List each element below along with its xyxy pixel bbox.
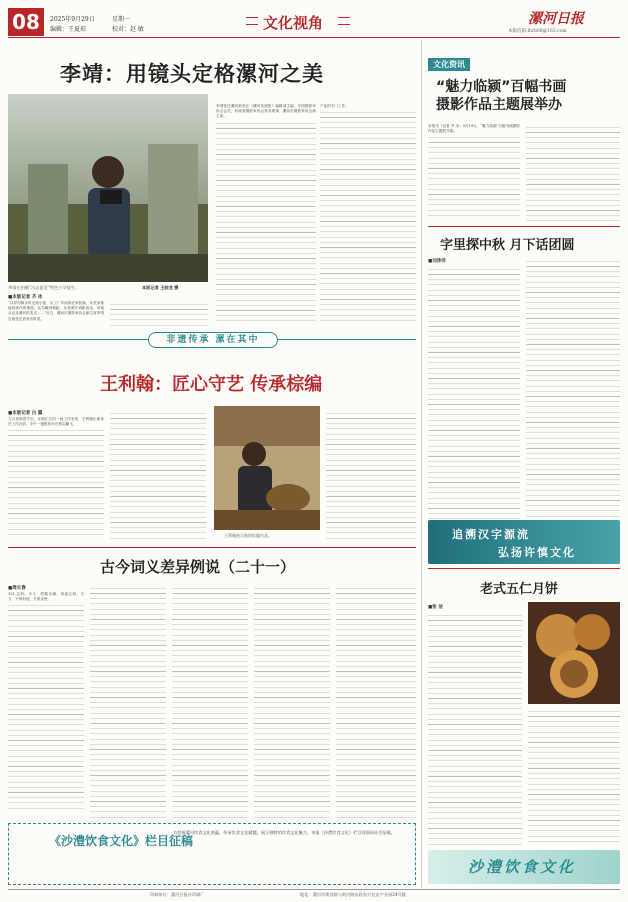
- xushen-ad-line1: 追溯汉字源流: [452, 528, 530, 541]
- xushen-ad-line2: 弘扬许慎文化: [498, 546, 576, 559]
- photo-lijing-art: [8, 94, 208, 282]
- article-headline-mooncake: 老式五仁月饼: [480, 582, 559, 597]
- body-classic-col2: [90, 585, 166, 820]
- article-headline-moon: 字里探中秋 月下话团圆: [440, 238, 575, 253]
- photo-lijing: [8, 94, 208, 282]
- body-wang-col1: [8, 417, 104, 542]
- byline-moon: ■刘净洋: [428, 259, 446, 264]
- column-ad-text: 为挖掘漯河饮食文化底蕴，传承饮食文化精髓，展示独特的饮食文化魅力，本报《沙澧饮食文化》栏目现面向社会征稿。: [173, 830, 395, 835]
- byline-lijing: ■本版记者 齐 冰: [8, 295, 43, 300]
- footer-address: 地址：漯河市黄河路与黄河路东段东兴长安产业园24号楼: [300, 892, 406, 897]
- body-exhibit-col1: [428, 124, 520, 222]
- body-wang-col3: [326, 410, 416, 542]
- article-headline-classic: 古今词义差异例说（二十一）: [100, 558, 296, 576]
- body-lijing-col3-lead: 产业的专门工作。: [320, 104, 349, 108]
- xushen-ad: [428, 520, 620, 564]
- page-header: [8, 8, 620, 38]
- shali-food-title: 沙澧饮食文化: [468, 858, 577, 876]
- photo-mooncake-art: [528, 602, 620, 704]
- photo-wang: [214, 406, 320, 530]
- section-title: 文化视角: [263, 14, 324, 32]
- column-ad-title: 《沙澧饮食文化》栏目征稿: [49, 834, 194, 848]
- section-ornament: [338, 17, 350, 25]
- article-headline-lijing: 李靖：用镜头定格漯河之美: [60, 62, 324, 86]
- proofreader: 校对：赵 敏: [112, 26, 144, 33]
- text-lines: [8, 602, 84, 812]
- article-headline-exhibit-2: 摄影作品主题展举办: [436, 97, 562, 113]
- photo-mooncake: [528, 602, 620, 704]
- body-wang-intro: 九月初秋的午后，在源汇区的一间工作室里，王利翰正俯身在工作台前，手中一根根棕叶在指尖翻飞。: [8, 417, 104, 427]
- text-lines: [8, 427, 104, 537]
- article-headline-exhibit-1: “魅力临颍”百幅书画: [436, 79, 567, 95]
- body-classic-col3: [172, 585, 248, 820]
- body-lijing-col3: [320, 104, 416, 326]
- body-lijing-col2-lead: 李靖曾任漯河新发社《漯河发展报》编辑部主编，中国摄影家协会会员，河南省摄影家协会常务理事，漯河市摄影家协会副主席。: [216, 104, 316, 119]
- footer-printer: 印刷单位：漯河日报社印刷厂: [150, 892, 205, 897]
- photo-caption-wang: 王利翰展示他的棕编作品。: [224, 533, 272, 538]
- issue-date: 2025年9月29日: [50, 16, 95, 23]
- section-divider: [428, 568, 620, 569]
- body-lijing-intro: “从岸河唯乐时光到小巷，从工厂车间到农家院落，从荒凉基地到现代的街道，从鸟瞰到微距，从老照片到新表达，用镜头记录漯河的变迁……”近日，漯河市摄影家协会副主席李靖在接受记者采访时说。: [8, 301, 104, 321]
- editor: 编辑：王夏琼: [50, 26, 87, 33]
- section-divider: [8, 547, 416, 548]
- body-moon-col2: [526, 258, 620, 528]
- body-classic-col4: [254, 585, 330, 820]
- contact-email: 本版信箱:lhrb08@163.com: [508, 29, 567, 34]
- body-wang-col2: [110, 410, 206, 542]
- body-exhibit-intro: 本报讯（记者 齐 冰）9月19日，“魅力临颍”百幅书画摄影作品主题展开幕。: [428, 124, 520, 134]
- text-lines: [428, 134, 520, 220]
- banner-label: 非遗传承 漯在其中: [148, 332, 278, 348]
- body-classic-col5: [336, 585, 416, 820]
- heritage-banner: [8, 330, 416, 350]
- photo-caption-lijing: 李靖在拍摄“冯志夏至”特色小学徒生。: [8, 285, 80, 290]
- news-badge: 文化资讯: [428, 58, 470, 71]
- photo-wang-art: [214, 406, 320, 530]
- section-divider: [428, 226, 620, 227]
- article-headline-wang: 王利翰：匠心守艺 传承棕编: [100, 374, 323, 395]
- shali-food-banner: [428, 850, 620, 884]
- body-classic-col1: [8, 592, 84, 820]
- paper-logo: 漯河日报: [528, 11, 584, 27]
- photo-credit-lijing: 本版记者 王晓龙 摄: [142, 285, 179, 290]
- column-ad-box: [8, 823, 416, 885]
- body-exhibit-col2: [526, 124, 620, 222]
- section-ornament: [246, 17, 258, 25]
- text-lines: [216, 120, 316, 326]
- column-divider: [421, 40, 422, 888]
- byline-mooncake: ■张 洁: [428, 605, 443, 610]
- body-moon-col1: [428, 266, 520, 556]
- body-lijing-col1b: [110, 301, 208, 327]
- byline-classic: ■周长春: [8, 586, 26, 591]
- body-mooncake-col1: [428, 612, 522, 846]
- text-lines: [320, 109, 416, 325]
- issue-weekday: 星期一: [112, 16, 131, 23]
- body-lijing-col1: [8, 301, 104, 327]
- footer-rule: [8, 889, 620, 890]
- body-mooncake-col2: [528, 708, 620, 846]
- byline-wang: ■本版记者 白 露: [8, 411, 43, 416]
- page-number: 08: [8, 8, 44, 36]
- body-classic-intro: 121.忘形。今义：骄傲自满，得意忘形。古义：不拘形迹，关系亲密。: [8, 592, 84, 602]
- body-lijing-col2: [216, 104, 316, 326]
